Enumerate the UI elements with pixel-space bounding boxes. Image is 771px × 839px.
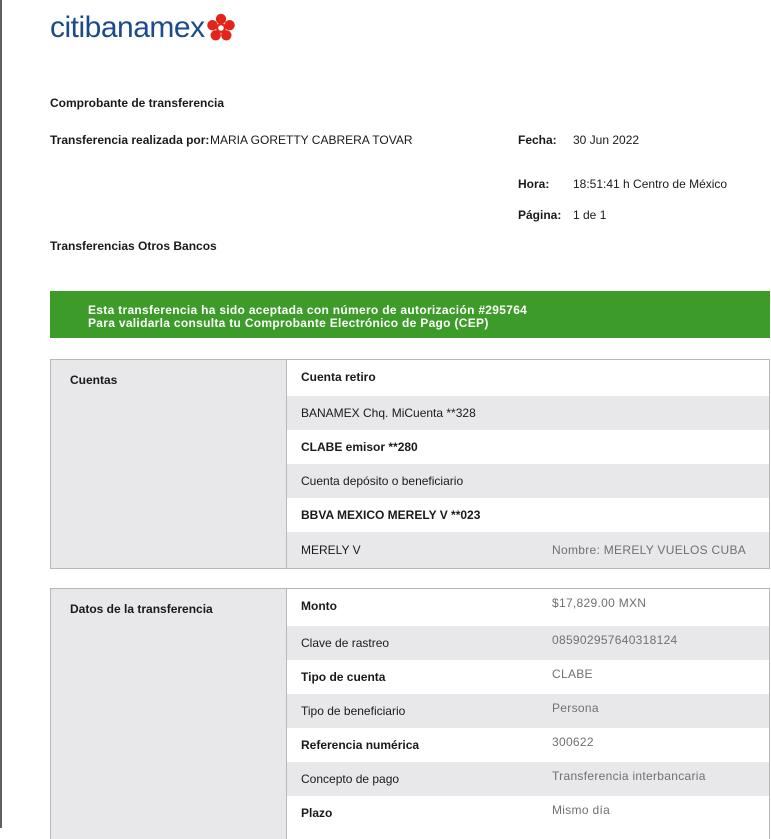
table-row [287, 694, 769, 728]
row-key: Cuenta depósito o beneficiario [301, 474, 464, 488]
page-border [0, 0, 2, 828]
table-row [287, 360, 769, 394]
logo-text-banamex: banamex [84, 11, 205, 44]
row-value: $17,829.00 MXN [552, 596, 647, 610]
page-label: Página: [518, 208, 562, 222]
row-key: MERELY V [301, 543, 361, 557]
accounts-side-cell [51, 360, 287, 568]
row-value: CLABE [552, 667, 593, 681]
table-row [287, 762, 769, 796]
accounts-table [50, 359, 770, 569]
logo-text-citi: citi [50, 11, 85, 44]
row-key: BANAMEX Chq. MiCuenta **328 [301, 406, 476, 420]
row-value: Persona [552, 701, 599, 715]
made-by-value: MARIA GORETTY CABRERA TOVAR [210, 133, 413, 147]
table-row [287, 589, 769, 623]
page-value: 1 de 1 [573, 208, 607, 222]
row-key: Plazo [301, 806, 333, 820]
date-value: 30 Jun 2022 [573, 133, 640, 147]
row-key: Tipo de cuenta [301, 670, 386, 684]
table-row [287, 626, 769, 660]
row-value: Nombre: MERELY VUELOS CUBA [552, 543, 747, 557]
table-row [287, 796, 769, 830]
row-value: Mismo día [552, 803, 611, 817]
made-by-label: Transferencia realizada por: [50, 133, 210, 147]
row-key: Cuenta retiro [301, 370, 376, 384]
banamex-flower-icon [206, 13, 236, 43]
row-key: Concepto de pago [301, 772, 400, 786]
row-key: Referencia numérica [301, 738, 420, 752]
accounts-label: Cuentas [70, 373, 118, 387]
row-value: 085902957640318124 [552, 633, 678, 647]
table-row [287, 728, 769, 762]
section-title: Transferencias Otros Bancos [50, 239, 217, 253]
row-key: BBVA MEXICO MERELY V **023 [301, 508, 481, 522]
transfer-side-cell [51, 589, 287, 839]
row-key: Tipo de beneficiario [301, 704, 406, 718]
time-value: 18:51:41 h Centro de México [573, 177, 728, 191]
banner-line-1: Esta transferencia ha sido aceptada con número de autorización #295764 [88, 303, 528, 317]
transfer-data-table [50, 588, 770, 839]
authorization-banner [50, 291, 770, 338]
document-title: Comprobante de transferencia [50, 96, 225, 110]
banner-line-2: Para validarla consulta tu Comprobante Electrónico de Pago (CEP) [88, 316, 489, 330]
row-key: Monto [301, 599, 337, 613]
transfer-label: Datos de la transferencia [70, 602, 213, 616]
citibanamex-logo [50, 10, 236, 46]
table-row [287, 396, 769, 430]
table-row [287, 430, 769, 464]
date-label: Fecha: [518, 133, 557, 147]
time-label: Hora: [518, 177, 550, 191]
table-row [287, 660, 769, 694]
row-key: Clave de rastreo [301, 636, 390, 650]
table-row [287, 532, 769, 568]
row-value: 300622 [552, 735, 594, 749]
row-value: Transferencia interbancaria [552, 769, 706, 783]
row-key: CLABE emisor **280 [301, 440, 418, 454]
table-row [287, 464, 769, 498]
table-row [287, 498, 769, 532]
